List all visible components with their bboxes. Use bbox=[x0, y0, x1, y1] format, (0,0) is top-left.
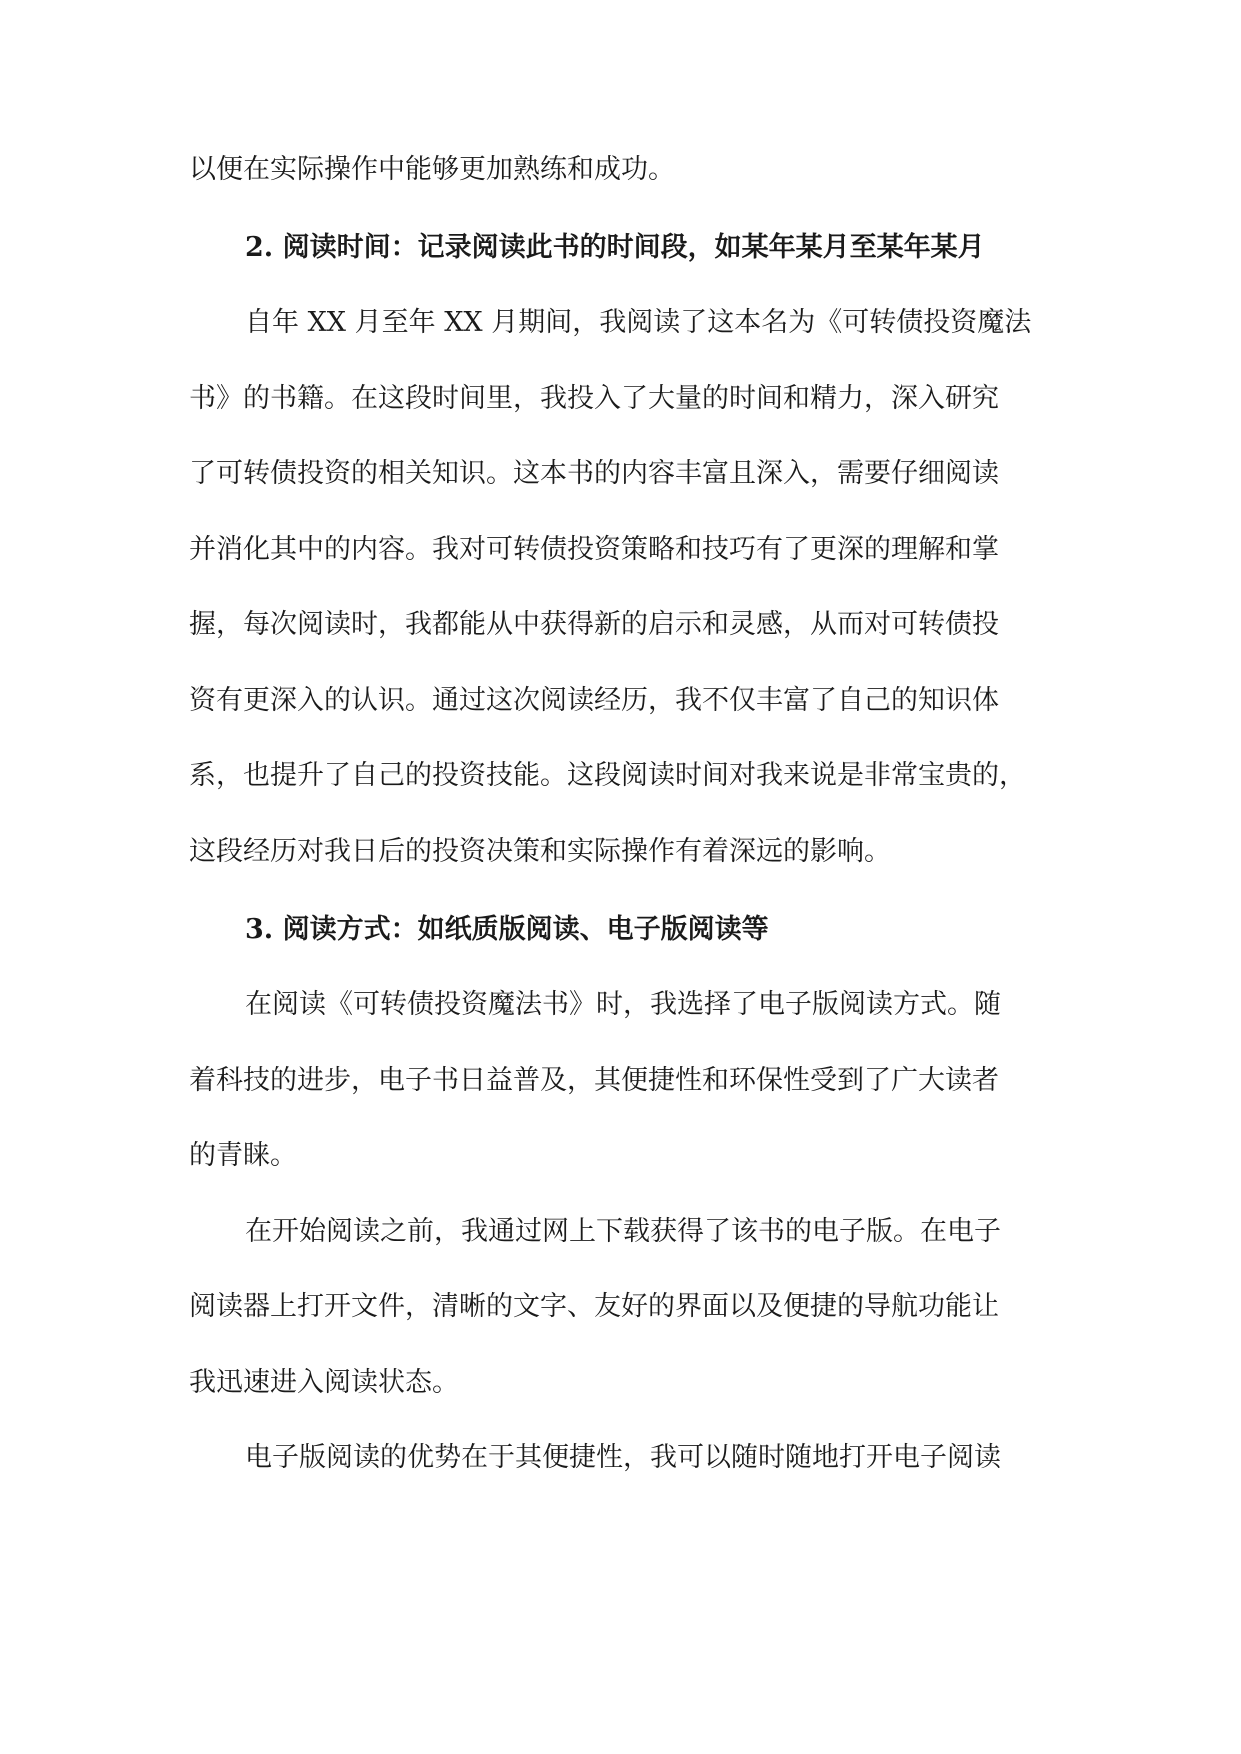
paragraph-line: 电子版阅读的优势在于其便捷性，我可以随时随地打开电子阅读 bbox=[245, 1442, 1001, 1473]
paragraph-line: 握，每次阅读时，我都能从中获得新的启示和灵感，从而对可转债投 bbox=[189, 609, 999, 640]
paragraph-line: 着科技的进步，电子书日益普及，其便捷性和环保性受到了广大读者 bbox=[189, 1065, 999, 1096]
paragraph-line: 资有更深入的认识。通过这次阅读经历，我不仅丰富了自己的知识体 bbox=[189, 685, 999, 716]
paragraph-line: 这段经历对我日后的投资决策和实际操作有着深远的影响。 bbox=[189, 836, 891, 867]
paragraph-line: 在阅读《可转债投资魔法书》时，我选择了电子版阅读方式。随 bbox=[245, 989, 1001, 1020]
paragraph-line: 了可转债投资的相关知识。这本书的内容丰富且深入，需要仔细阅读 bbox=[189, 458, 999, 489]
paragraph-line: 以便在实际操作中能够更加熟练和成功。 bbox=[189, 154, 675, 185]
paragraph-line: 的青睐。 bbox=[189, 1140, 297, 1171]
paragraph-line: 阅读器上打开文件，清晰的文字、友好的界面以及便捷的导航功能让 bbox=[189, 1291, 999, 1322]
paragraph-line: 系，也提升了自己的投资技能。这段阅读时间对我来说是非常宝贵的， bbox=[189, 760, 1026, 791]
paragraph-line: 并消化其中的内容。我对可转债投资策略和技巧有了更深的理解和掌 bbox=[189, 534, 999, 565]
paragraph-line: 在开始阅读之前，我通过网上下载获得了该书的电子版。在电子 bbox=[245, 1216, 1001, 1247]
paragraph-line: 自年 XX 月至年 XX 月期间，我阅读了这本名为《可转债投资魔法 bbox=[245, 307, 1032, 338]
section-heading-reading-time: 2. 阅读时间：记录阅读此书的时间段，如某年某月至某年某月 bbox=[245, 232, 985, 263]
paragraph-line: 书》的书籍。在这段时间里，我投入了大量的时间和精力，深入研究 bbox=[189, 383, 999, 414]
paragraph-line: 我迅速进入阅读状态。 bbox=[189, 1367, 459, 1398]
section-heading-reading-method: 3. 阅读方式：如纸质版阅读、电子版阅读等 bbox=[245, 914, 769, 945]
